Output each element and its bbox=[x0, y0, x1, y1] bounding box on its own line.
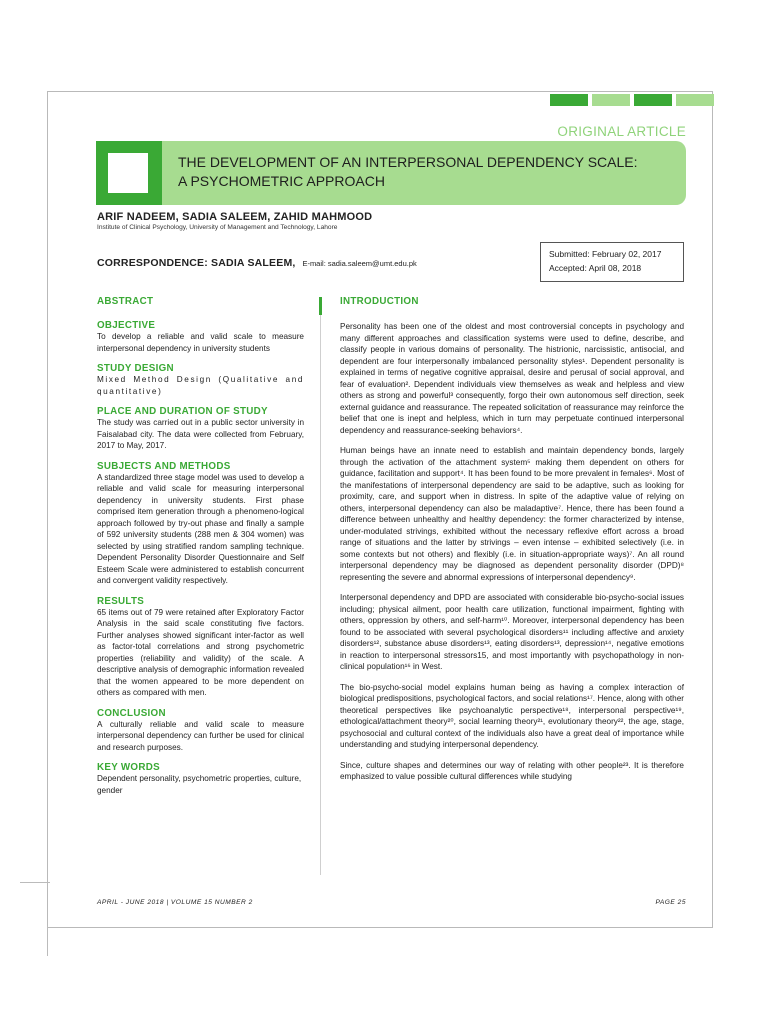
footer-issue: APRIL - JUNE 2018 | VOLUME 15 NUMBER 2 bbox=[97, 899, 253, 906]
section-text: A culturally reliable and valid scale to measure interpersonal dependency can further be used for clinical and research purposes. bbox=[97, 719, 304, 752]
section-text: The study was carried out in a public sector university in Faisalabad city. The data were collected from February, 2017 to May, 2017. bbox=[97, 418, 304, 450]
affiliation: Institute of Clinical Psychology, University of Management and Technology, Lahore bbox=[97, 224, 338, 231]
section-text: To develop a reliable and valid scale to measure interpersonal dependency in university students bbox=[97, 332, 304, 353]
crop-mark bbox=[20, 882, 50, 883]
abstract-column bbox=[97, 296, 304, 805]
section-text: Dependent personality, psychometric properties, culture, gender bbox=[97, 774, 302, 795]
decorative-blocks bbox=[550, 94, 714, 106]
intro-paragraph: Since, culture shapes and determines our way of relating with other people²³. It is therefore emphasized to value possible cultural differences while studying bbox=[340, 760, 684, 781]
abstract-section-study-design bbox=[97, 363, 304, 397]
authors: ARIF NADEEM, SADIA SALEEM, ZAHID MAHMOOD bbox=[97, 211, 373, 223]
correspondence bbox=[97, 257, 417, 269]
section-text: A standardized three stage model was used to develop a reliable and valid scale for measuring interpersonal dependency in university students. First phase comprised item generation through a phenomeno-logical approach followed by try-out phase and finally a sample of 592 university students (288 men & 304 women) was selected by using stratified random sampling technique. Dependent Personality Disorder Questionnaire and Self Esteem Scale were administered to establish concurrent and convergent validity respectively. bbox=[97, 472, 304, 585]
intro-paragraph: The bio-psycho-social model explains human being as having a complex interaction of biological predispositions, psychological factors, and social relations¹⁷. Hence, along with other theoretical perspectives like psychoanalytic perspective¹⁸, interpersonal perspective¹⁹, ethological/attachment theory²⁰, social learning theory²¹, evolutionary theory²², the age, stage, psychosocial and cultural context of the individuals also have a great deal of importance while understanding and studying interpersonal dependency. bbox=[340, 682, 684, 749]
title-line-2: A PSYCHOMETRIC APPROACH bbox=[178, 173, 385, 189]
dates-box bbox=[540, 242, 684, 282]
column-divider bbox=[320, 315, 321, 875]
section-heading: STUDY DESIGN bbox=[97, 363, 174, 374]
article-title bbox=[178, 153, 638, 191]
section-heading: KEY WORDS bbox=[97, 762, 160, 773]
abstract-section-conclusion bbox=[97, 708, 304, 754]
green-block bbox=[592, 94, 630, 106]
article-type-label: ORIGINAL ARTICLE bbox=[557, 124, 686, 139]
section-text: Mixed Method Design (Qualitative and quantitative) bbox=[97, 375, 304, 396]
green-block bbox=[676, 94, 714, 106]
section-heading: SUBJECTS AND METHODS bbox=[97, 460, 231, 472]
crop-mark bbox=[47, 926, 48, 956]
intro-paragraph: Interpersonal dependency and DPD are associated with considerable bio-psycho-social issues including; physical ailment, poor health care utilization, functional impairment, fighting with others, oppression by others, and self-harm¹⁰. Moreover, interpersonal dependency has been found to be associated with several psychological disorders¹¹ including affective and anxiety disorders¹², substance abuse disorders¹³, eating disorders¹³, depression¹⁴, negative emotions in reaction to interpersonal stressors15, and most importantly with psychopathology in non-clinical population¹⁶ in West. bbox=[340, 593, 684, 671]
green-block bbox=[634, 94, 672, 106]
abstract-section-place bbox=[97, 406, 304, 452]
title-line-1: THE DEVELOPMENT OF AN INTERPERSONAL DEPENDENCY SCALE: bbox=[178, 154, 638, 170]
title-square-inner bbox=[108, 153, 148, 193]
abstract-section-keywords bbox=[97, 762, 304, 796]
section-text: 65 items out of 79 were retained after Exploratory Factor Analysis in the said scale constituting five factors. Further analyses showed significant inter-factor as well as factor-total correlations and strong psychometric properties (reliability and validity) of the scale. A descriptive analysis of demographic information revealed that the women appeared to be more dependent on others as compared with men. bbox=[97, 607, 304, 697]
abstract-section-objective bbox=[97, 320, 304, 354]
footer-page: PAGE 25 bbox=[655, 899, 686, 906]
correspondence-label: CORRESPONDENCE: SADIA SALEEM, bbox=[97, 257, 296, 269]
intro-paragraph: Human beings have an innate need to establish and maintain dependency bonds, largely through the activation of the attachment system⁵ making them dependent on others for guidance, facilitation and support⁴. It has been found to be more prevalent in females⁶. Most of the manifestations of interpersonal dependency are said to be adaptive, such as looking for proximity, care, and support when in distress. In spite of the adaptive value of relying on others, interpersonal dependency can also be maladaptive⁷. Hence, there has been found a difference between unhealthy and healthy dependency: the former characterized by intense, under-modulated strivings, exhibited without the necessary reflexive effort across a broad range of situations and the latter by strivings – even intense – exhibited selectively (i.e. in some contexts but not others) and flexibly (i.e. in situation-appropriate ways)⁷. An all round interpersonal dependency may be diagnosed as dependent personality disorder (DPD)⁸ representing the severe and abnormal expressions of interpersonal dependency⁹. bbox=[340, 446, 684, 582]
column-rule-accent bbox=[319, 297, 322, 315]
green-block bbox=[550, 94, 588, 106]
section-heading: OBJECTIVE bbox=[97, 320, 156, 331]
accepted-date: Accepted: April 08, 2018 bbox=[549, 263, 642, 273]
section-heading: PLACE AND DURATION OF STUDY bbox=[97, 406, 268, 417]
abstract-section-methods bbox=[97, 461, 304, 587]
correspondence-email[interactable]: E-mail: sadia.saleem@umt.edu.pk bbox=[302, 259, 417, 268]
abstract-section-results bbox=[97, 596, 304, 699]
section-heading: CONCLUSION bbox=[97, 707, 166, 719]
intro-paragraph: Personality has been one of the oldest and most controversial concepts in psychology and many different approaches and classification systems were used to define, describe, and classify people in various domains of personality. The histrionic, narcissistic, antisocial, and dependent are four interpersonally imbalanced personality styles¹. Dependent personality is explained in terms of negative cognitive appraisal, desire and perusal of social approval, and fear of evaluation². Dependent individuals view themselves as weak and helpless and view others as strong and powerful³ consequently, forgo their own autonomous self direction, seek external guidance and reassurance. The repeated solicitation of reassurance may reinforce the belief that one is inept and helpless, which in turn may perpetuate continued interpersonal dependency and reassurance-seeking behaviors⁴. bbox=[340, 322, 684, 435]
abstract-heading: ABSTRACT bbox=[97, 296, 154, 307]
section-heading: RESULTS bbox=[97, 595, 145, 607]
introduction-heading: INTRODUCTION bbox=[340, 296, 419, 307]
introduction-column bbox=[340, 296, 684, 792]
submitted-date: Submitted: February 02, 2017 bbox=[549, 249, 662, 259]
